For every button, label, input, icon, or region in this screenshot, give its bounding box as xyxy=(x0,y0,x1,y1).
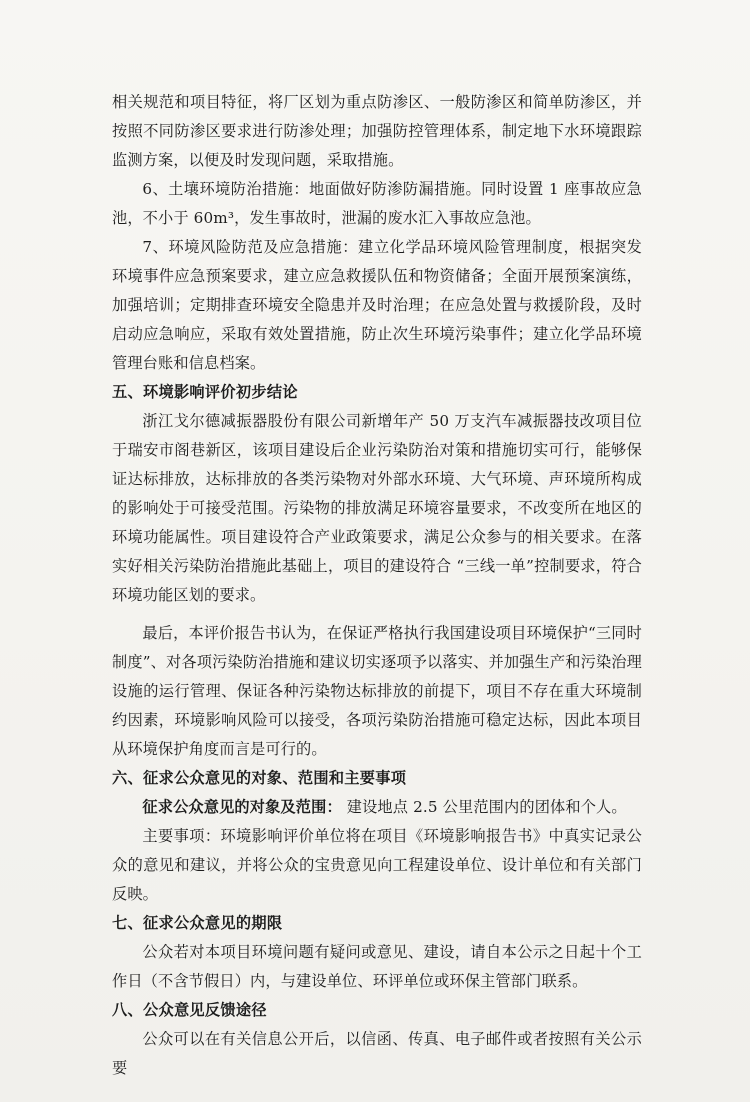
paragraph-public-scope xyxy=(112,793,642,822)
heading-section-6: 六、征求公众意见的对象、范围和主要事项 xyxy=(112,769,407,787)
paragraph-gap xyxy=(112,610,642,619)
paragraph-feedback-channels: 公众可以在有关信息公开后，以信函、传真、电子邮件或者按照有关公示要 xyxy=(112,1030,642,1077)
heading-section-8: 八、公众意见反馈途径 xyxy=(112,1001,267,1019)
paragraph-groundwater-continued: 相关规范和项目特征，将厂区划为重点防渗区、一般防渗区和简单防渗区，并按照不同防渗区要求进行防渗处理；加强防控管理体系，制定地下水环境跟踪监测方案，以便及时发现问题，采取措施。 xyxy=(112,93,642,169)
public-scope-text: 建设地点 2.5 公里范围内的团体和个人。 xyxy=(341,798,627,816)
paragraph-preliminary-conclusion: 浙江戈尔德减振器股份有限公司新增年产 50 万支汽车减振器技改项目位于瑞安市阁巷新区，该项目建设后企业污染防治对策和措施切实可行，能够保证达标排放，达标排放的各类污染物对外部水环境、大气环境、声环境所构成的影响处于可接受范围。污染物的排放满足环境容量要求，不改变所在地区的环境功能属性。项目建设符合产业政策要求，满足公众参与的相关要求。在落实好相关污染防治措施此基础上，项目的建设符合 “三线一单”控制要求，符合环境功能区划的要求。 xyxy=(112,412,642,604)
paragraph-comment-period: 公众若对本项目环境问题有疑问或意见、建设，请自本公示之日起十个工作日（不含节假日）内，与建设单位、环评单位或环保主管部门联系。 xyxy=(112,943,642,990)
heading-section-7: 七、征求公众意见的期限 xyxy=(112,914,283,932)
heading-section-5: 五、环境影响评价初步结论 xyxy=(112,383,298,401)
paragraph-final-conclusion: 最后，本评价报告书认为，在保证严格执行我国建设项目环境保护“三同时制度”、对各项污染防治措施和建议切实逐项予以落实、并加强生产和污染治理设施的运行管理、保证各种污染物达标排放的前提下，项目不存在重大环境制约因素，环境影响风险可以接受，各项污染防治措施可稳定达标，因此本项目从环境保护角度而言是可行的。 xyxy=(112,624,642,758)
paragraph-soil-protection: 6、土壤环境防治措施：地面做好防渗防漏措施。同时设置 1 座事故应急池，不小于 60m³，发生事故时，泄漏的废水汇入事故应急池。 xyxy=(112,180,642,227)
paragraph-main-matters: 主要事项：环境影响评价单位将在项目《环境影响报告书》中真实记录公众的意见和建议，并将公众的宝贵意见向工程建设单位、设计单位和有关部门反映。 xyxy=(112,827,642,903)
paragraph-risk-prevention: 7、环境风险防范及应急措施：建立化学品环境风险管理制度，根据突发环境事件应急预案要求，建立应急救援队伍和物资储备；全面开展预案演练，加强培训；定期排查环境安全隐患并及时治理；在应急处置与救援阶段，及时启动应急响应，采取有效处置措施，防止次生环境污染事件；建立化学品环境管理台账和信息档案。 xyxy=(112,238,642,372)
public-scope-label: 征求公众意见的对象及范围： xyxy=(142,798,342,816)
